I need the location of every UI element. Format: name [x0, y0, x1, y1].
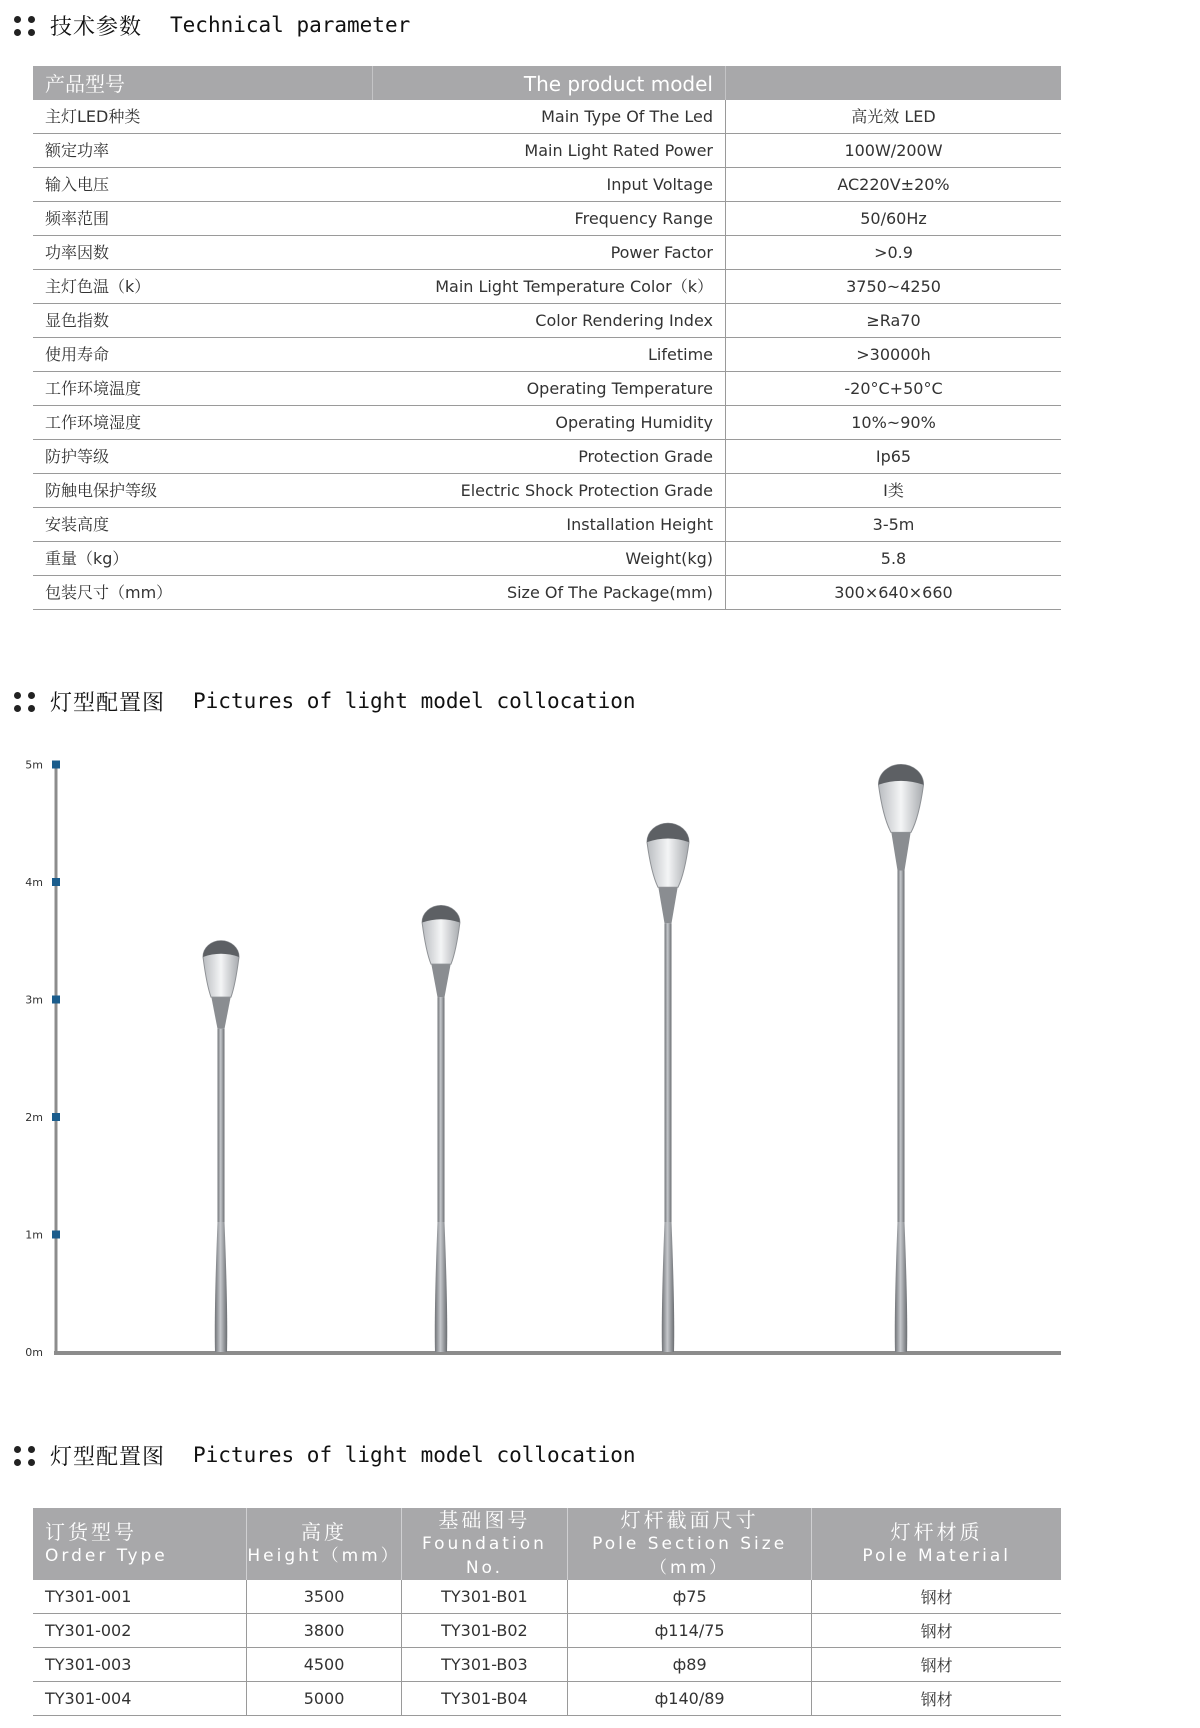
param-name-en: Main Type Of The Led [373, 100, 726, 133]
dots-icon [14, 1443, 38, 1467]
param-value: 高光效 LED [851, 107, 936, 126]
table-cell: 4500 [247, 1648, 402, 1682]
param-name-cn: 主灯LED种类 [45, 107, 141, 126]
table-cell: ф75 [567, 1580, 812, 1614]
param-name-en: Input Voltage [373, 168, 726, 201]
param-name-en: Power Factor [373, 236, 726, 269]
table-cell: 钢材 [812, 1614, 1061, 1648]
column-header-cn: 订货型号 [45, 1520, 137, 1544]
column-header [33, 1508, 247, 1580]
table-cell: TY301-001 [33, 1580, 247, 1614]
param-value: 5.8 [880, 549, 907, 568]
table-row [33, 542, 1061, 576]
table-row [33, 338, 1061, 372]
param-name-cn: 安装高度 [45, 515, 110, 534]
param-name-cn: 功率因数 [45, 243, 110, 262]
param-value: AC220V±20% [837, 175, 950, 194]
column-header-en: Pole Material [862, 1546, 1012, 1566]
header-en: The product model [373, 66, 726, 100]
table-row [33, 202, 1061, 236]
section-title-cn: 灯型配置图 [50, 1444, 166, 1470]
param-value: 10%~90% [851, 413, 936, 432]
pole-base [215, 1222, 227, 1352]
table-cell: ф89 [567, 1648, 812, 1682]
param-name-cn: 防触电保护等级 [45, 481, 158, 500]
column-header-cn: 灯杆截面尺寸 [620, 1508, 759, 1532]
param-name-cn: 工作环境温度 [45, 379, 142, 398]
table-row [33, 372, 1061, 406]
y-tick-mark [52, 996, 60, 1004]
y-tick-label: 5m [25, 758, 43, 772]
dots-icon [14, 689, 38, 713]
table-cell: 钢材 [812, 1648, 1061, 1682]
table-header [33, 66, 1061, 100]
section-title-en: Technical parameter [170, 13, 411, 37]
lamp-neck [658, 885, 678, 923]
param-name-cn: 工作环境湿度 [45, 413, 142, 432]
param-name-en: Size Of The Package(mm) [373, 576, 726, 609]
column-header [812, 1508, 1061, 1580]
section-header-technical [14, 10, 410, 40]
param-value: 3750~4250 [846, 277, 941, 296]
table-cell: TY301-B02 [402, 1614, 568, 1648]
table-row [33, 1648, 1061, 1682]
param-name-en: Protection Grade [373, 440, 726, 473]
column-header-en: Order Type [45, 1546, 168, 1566]
param-name-cn: 防护等级 [45, 447, 110, 466]
param-value: Ⅰ类 [883, 481, 904, 500]
dots-icon [14, 13, 38, 37]
column-header-cn: 基础图号 [438, 1508, 531, 1532]
table-row [33, 1580, 1061, 1614]
y-tick-mark [52, 1113, 60, 1121]
table-cell: TY301-B01 [402, 1580, 568, 1614]
pole-height-chart [0, 745, 1080, 1365]
column-header-cn: 高度 [301, 1520, 348, 1544]
param-name-cn: 显色指数 [45, 311, 110, 330]
table-cell: ф114/75 [567, 1614, 812, 1648]
table-row [33, 168, 1061, 202]
section-title-cn: 技术参数 [50, 14, 143, 40]
section-title-cn: 灯型配置图 [50, 690, 166, 716]
param-name-en: Operating Temperature [373, 372, 726, 405]
table-cell: TY301-002 [33, 1614, 247, 1648]
technical-parameter-table [33, 66, 1061, 610]
param-name-en: Frequency Range [373, 202, 726, 235]
table-row [33, 100, 1061, 134]
param-name-en: Main Light Rated Power [373, 134, 726, 167]
y-tick-label: 3m [25, 993, 43, 1007]
table-cell: TY301-B03 [402, 1648, 568, 1682]
param-value: >0.9 [874, 243, 913, 262]
lamp-neck [431, 962, 451, 997]
param-value: >30000h [856, 345, 931, 364]
y-tick-label: 0m [25, 1346, 43, 1359]
column-header-en: Foundation No. [421, 1534, 547, 1578]
table-row [33, 134, 1061, 168]
order-table [33, 1508, 1061, 1716]
pole-base [895, 1222, 907, 1352]
table-cell: TY301-003 [33, 1648, 247, 1682]
section-title-en: Pictures of light model collocation [193, 689, 636, 713]
header-cn: 产品型号 [33, 66, 373, 100]
param-name-en: Electric Shock Protection Grade [373, 474, 726, 507]
column-header [247, 1508, 402, 1580]
table-cell: TY301-B04 [402, 1682, 568, 1716]
table-row [33, 1614, 1061, 1648]
param-value: 300×640×660 [834, 583, 953, 602]
param-name-cn: 包装尺寸（mm） [45, 583, 173, 602]
param-name-cn: 重量（kg） [45, 549, 129, 568]
param-value: 100W/200W [844, 141, 943, 160]
table-cell: 5000 [247, 1682, 402, 1716]
table-row [33, 440, 1061, 474]
table-row [33, 508, 1061, 542]
y-tick-label: 2m [25, 1111, 43, 1124]
column-header-en: Pole Section Size（mm） [592, 1534, 788, 1578]
table-row [33, 304, 1061, 338]
table-cell: TY301-004 [33, 1682, 247, 1716]
table-cell: 3800 [247, 1614, 402, 1648]
header-value [726, 66, 1061, 100]
lamp-neck [891, 830, 911, 870]
y-tick-mark [52, 1231, 60, 1239]
y-tick-label: 1m [25, 1228, 43, 1242]
table-cell: 钢材 [812, 1682, 1061, 1716]
column-header-cn: 灯杆材质 [890, 1520, 983, 1544]
param-name-cn: 主灯色温（k） [45, 277, 151, 296]
table-row [33, 576, 1061, 610]
table-row [33, 236, 1061, 270]
param-name-cn: 额定功率 [45, 141, 110, 160]
y-tick-mark [52, 878, 60, 886]
param-name-en: Weight(kg) [373, 542, 726, 575]
y-tick-label: 4m [25, 876, 43, 889]
param-name-en: Color Rendering Index [373, 304, 726, 337]
param-name-en: Lifetime [373, 338, 726, 371]
section-title-en: Pictures of light model collocation [193, 1443, 636, 1467]
section-header-collocation [14, 686, 636, 716]
param-value: ≥Ra70 [866, 311, 921, 330]
param-value: -20°C+50°C [844, 379, 943, 398]
column-header-en: Height（mm） [247, 1546, 401, 1566]
table-cell: 3500 [247, 1580, 402, 1614]
param-name-en: Operating Humidity [373, 406, 726, 439]
section-header-order [14, 1440, 636, 1470]
column-header [567, 1508, 812, 1580]
param-name-cn: 使用寿命 [45, 345, 110, 364]
table-cell: 钢材 [812, 1580, 1061, 1614]
table-row [33, 270, 1061, 304]
y-tick-mark [52, 761, 60, 769]
param-name-cn: 频率范围 [45, 209, 110, 228]
pole-base [662, 1222, 674, 1352]
table-row [33, 1682, 1061, 1716]
table-cell: ф140/89 [567, 1682, 812, 1716]
column-header [402, 1508, 568, 1580]
lamp-neck [211, 995, 231, 1028]
table-row [33, 474, 1061, 508]
pole-base [435, 1222, 447, 1352]
param-value: 50/60Hz [860, 209, 927, 228]
table-row [33, 406, 1061, 440]
param-name-en: Main Light Temperature Color（k） [373, 270, 726, 303]
param-name-cn: 输入电压 [45, 175, 110, 194]
param-value: 3-5m [872, 515, 915, 534]
param-name-en: Installation Height [373, 508, 726, 541]
param-value: Ip65 [875, 447, 912, 466]
